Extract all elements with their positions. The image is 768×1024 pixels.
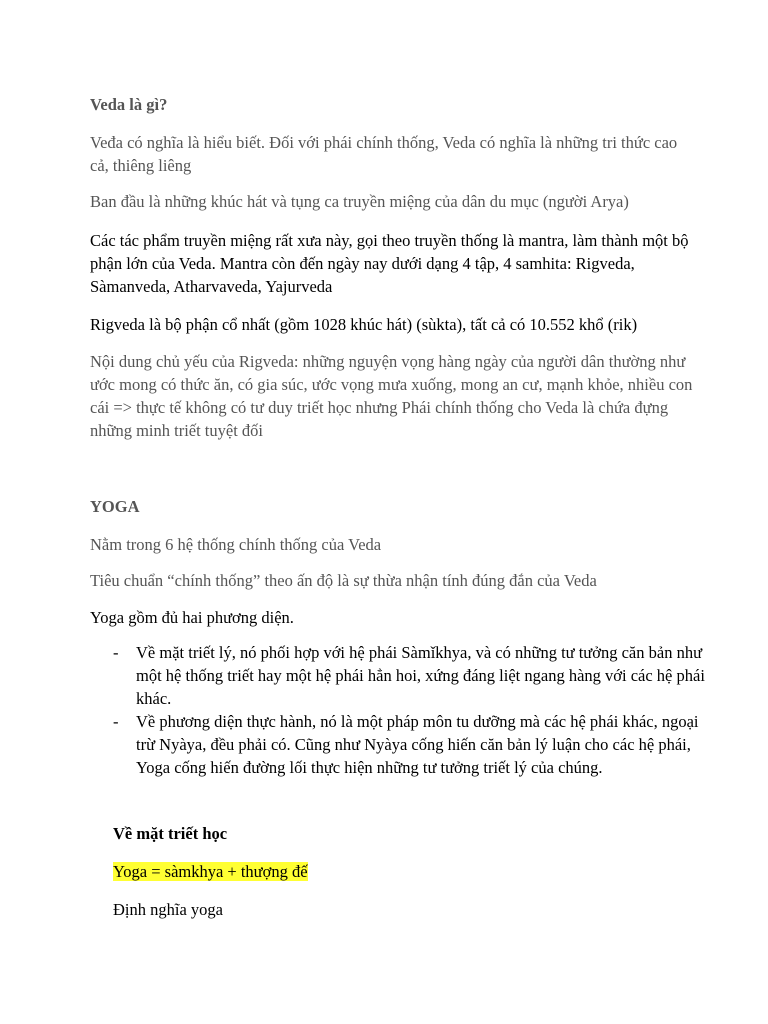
paragraph-orthodox-criterion: Tiêu chuẩn “chính thống” theo ấn độ là sự thừa nhận tính đúng đắn của Veda <box>90 571 597 590</box>
paragraph-yoga-definition: Định nghĩa yoga <box>113 900 223 919</box>
heading-veda: Veda là gì? <box>90 95 168 114</box>
paragraph-rigveda: Rigveda là bộ phận cổ nhất (gồm 1028 khúc hát) (sùkta), tất cả có 10.552 khổ (rik) <box>90 315 638 334</box>
dash-marker: - <box>113 712 119 731</box>
highlighted-formula: Yoga = sàmkhya + thượng đế <box>113 862 308 881</box>
list-item <box>113 710 713 779</box>
list-item-text: Về mặt triết lý, nó phối hợp với hệ phái Sàmǐkhya, và có những tư tưởng căn bản như một hệ thống triết hay một hệ phái hẳn hoi, xứng đáng liệt ngang hàng với các hệ phái khác. <box>136 643 705 708</box>
paragraph-yoga-system: Nằm trong 6 hệ thống chính thống của Veda <box>90 535 382 554</box>
list-item <box>113 641 713 710</box>
paragraph-veda-meaning: Veđa có nghĩa là hiểu biết. Đối với phái chính thống, Veda có nghĩa là những tri thức cao cả, thiêng liêng <box>90 133 678 175</box>
list-item-text: Về phương diện thực hành, nó là một pháp môn tu dưỡng mà các hệ phái khác, ngoại trừ Nyàya, đều phải có. Cũng như Nyàya cống hiến căn bản lý luận cho các hệ phái, Yoga cống hiến đường lối thực hiện những tư tưởng triết lý của chúng. <box>136 712 699 777</box>
paragraph-two-aspects: Yoga gồm đủ hai phương diện. <box>90 608 294 627</box>
paragraph-mantra: Các tác phẩm truyền miệng rất xưa này, gọi theo truyền thống là mantra, làm thành một bộ phận lớn của Veda. Mantra còn đến ngày nay dưới dạng 4 tập, 4 samhita: Rigveda, Sàmanveda, Atharvaveda, Yajurveda <box>90 231 689 296</box>
dash-marker: - <box>113 643 119 662</box>
heading-yoga: YOGA <box>90 497 140 516</box>
aspect-list <box>113 641 713 779</box>
paragraph-veda-origin: Ban đầu là những khúc hát và tụng ca truyền miệng của dân du mục (người Arya) <box>90 192 629 211</box>
heading-philosophy: Về mặt triết học <box>113 824 228 843</box>
paragraph-rigveda-content: Nội dung chủ yếu của Rigveda: những nguyện vọng hàng ngày của người dân thường như ước mong có thức ăn, có gia súc, ước vọng mưa xuống, mong an cư, mạnh khỏe, nhiều con cái => thực tế không có tư duy triết học nhưng Phái chính thống cho Veda là chứa đựng những minh triết tuyệt đối <box>90 352 693 440</box>
formula-line <box>113 860 723 883</box>
